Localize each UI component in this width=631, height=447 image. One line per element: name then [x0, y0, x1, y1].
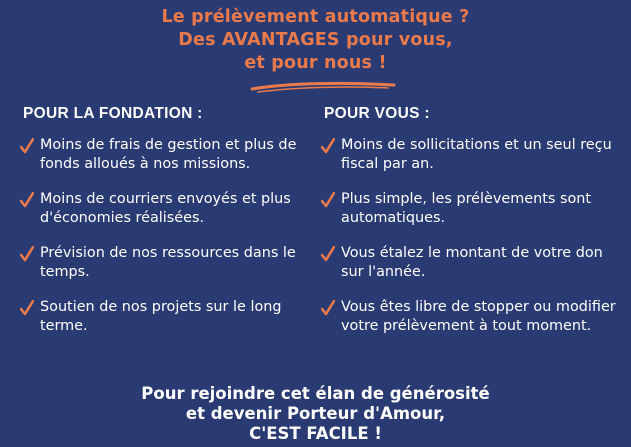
check-icon [20, 192, 34, 208]
cta-line-2: et devenir Porteur d'Amour, [185, 404, 446, 423]
list-item-text: Moins de courriers envoyés et plus d'économies réalisées. [40, 191, 291, 226]
check-icon [321, 246, 335, 262]
swoosh-underline-icon [248, 78, 398, 94]
list-item [20, 136, 310, 173]
check-icon [321, 192, 335, 208]
headline-line-3: et pour nous ! [244, 53, 387, 73]
headline-line-2: Des AVANTAGES pour vous, [178, 30, 453, 50]
column-fondation [20, 104, 310, 352]
list-item-text: Moins de frais de gestion et plus de fonds alloués à nos missions. [40, 137, 297, 172]
list-item-text: Plus simple, les prélèvements sont automatiques. [341, 191, 592, 226]
list-item-text: Vous étalez le montant de votre don sur l'année. [341, 245, 603, 280]
check-icon [20, 300, 34, 316]
call-to-action [0, 384, 631, 444]
list-item [20, 244, 310, 281]
headline-line-1: Le prélèvement automatique ? [161, 7, 470, 27]
check-icon [20, 138, 34, 154]
list-item [321, 136, 621, 173]
column-vous [321, 104, 621, 352]
column-title: POUR VOUS : [324, 105, 430, 122]
list-item [321, 298, 621, 335]
list-item [321, 244, 621, 281]
list-item-text: Soutien de nos projets sur le long terme. [40, 299, 282, 334]
list-item-text: Prévision de nos ressources dans le temps. [40, 245, 296, 280]
column-title: POUR LA FONDATION : [23, 105, 203, 122]
cta-line-1: Pour rejoindre cet élan de générosité [141, 384, 490, 403]
check-icon [321, 300, 335, 316]
headline [0, 6, 631, 75]
check-icon [321, 138, 335, 154]
list-item-text: Moins de sollicitations et un seul reçu fiscal par an. [341, 137, 612, 172]
check-icon [20, 246, 34, 262]
cta-line-3: C'EST FACILE ! [249, 424, 382, 443]
list-item [20, 190, 310, 227]
list-item [20, 298, 310, 335]
list-item-text: Vous êtes libre de stopper ou modifier votre prélèvement à tout moment. [341, 299, 616, 334]
list-item [321, 190, 621, 227]
